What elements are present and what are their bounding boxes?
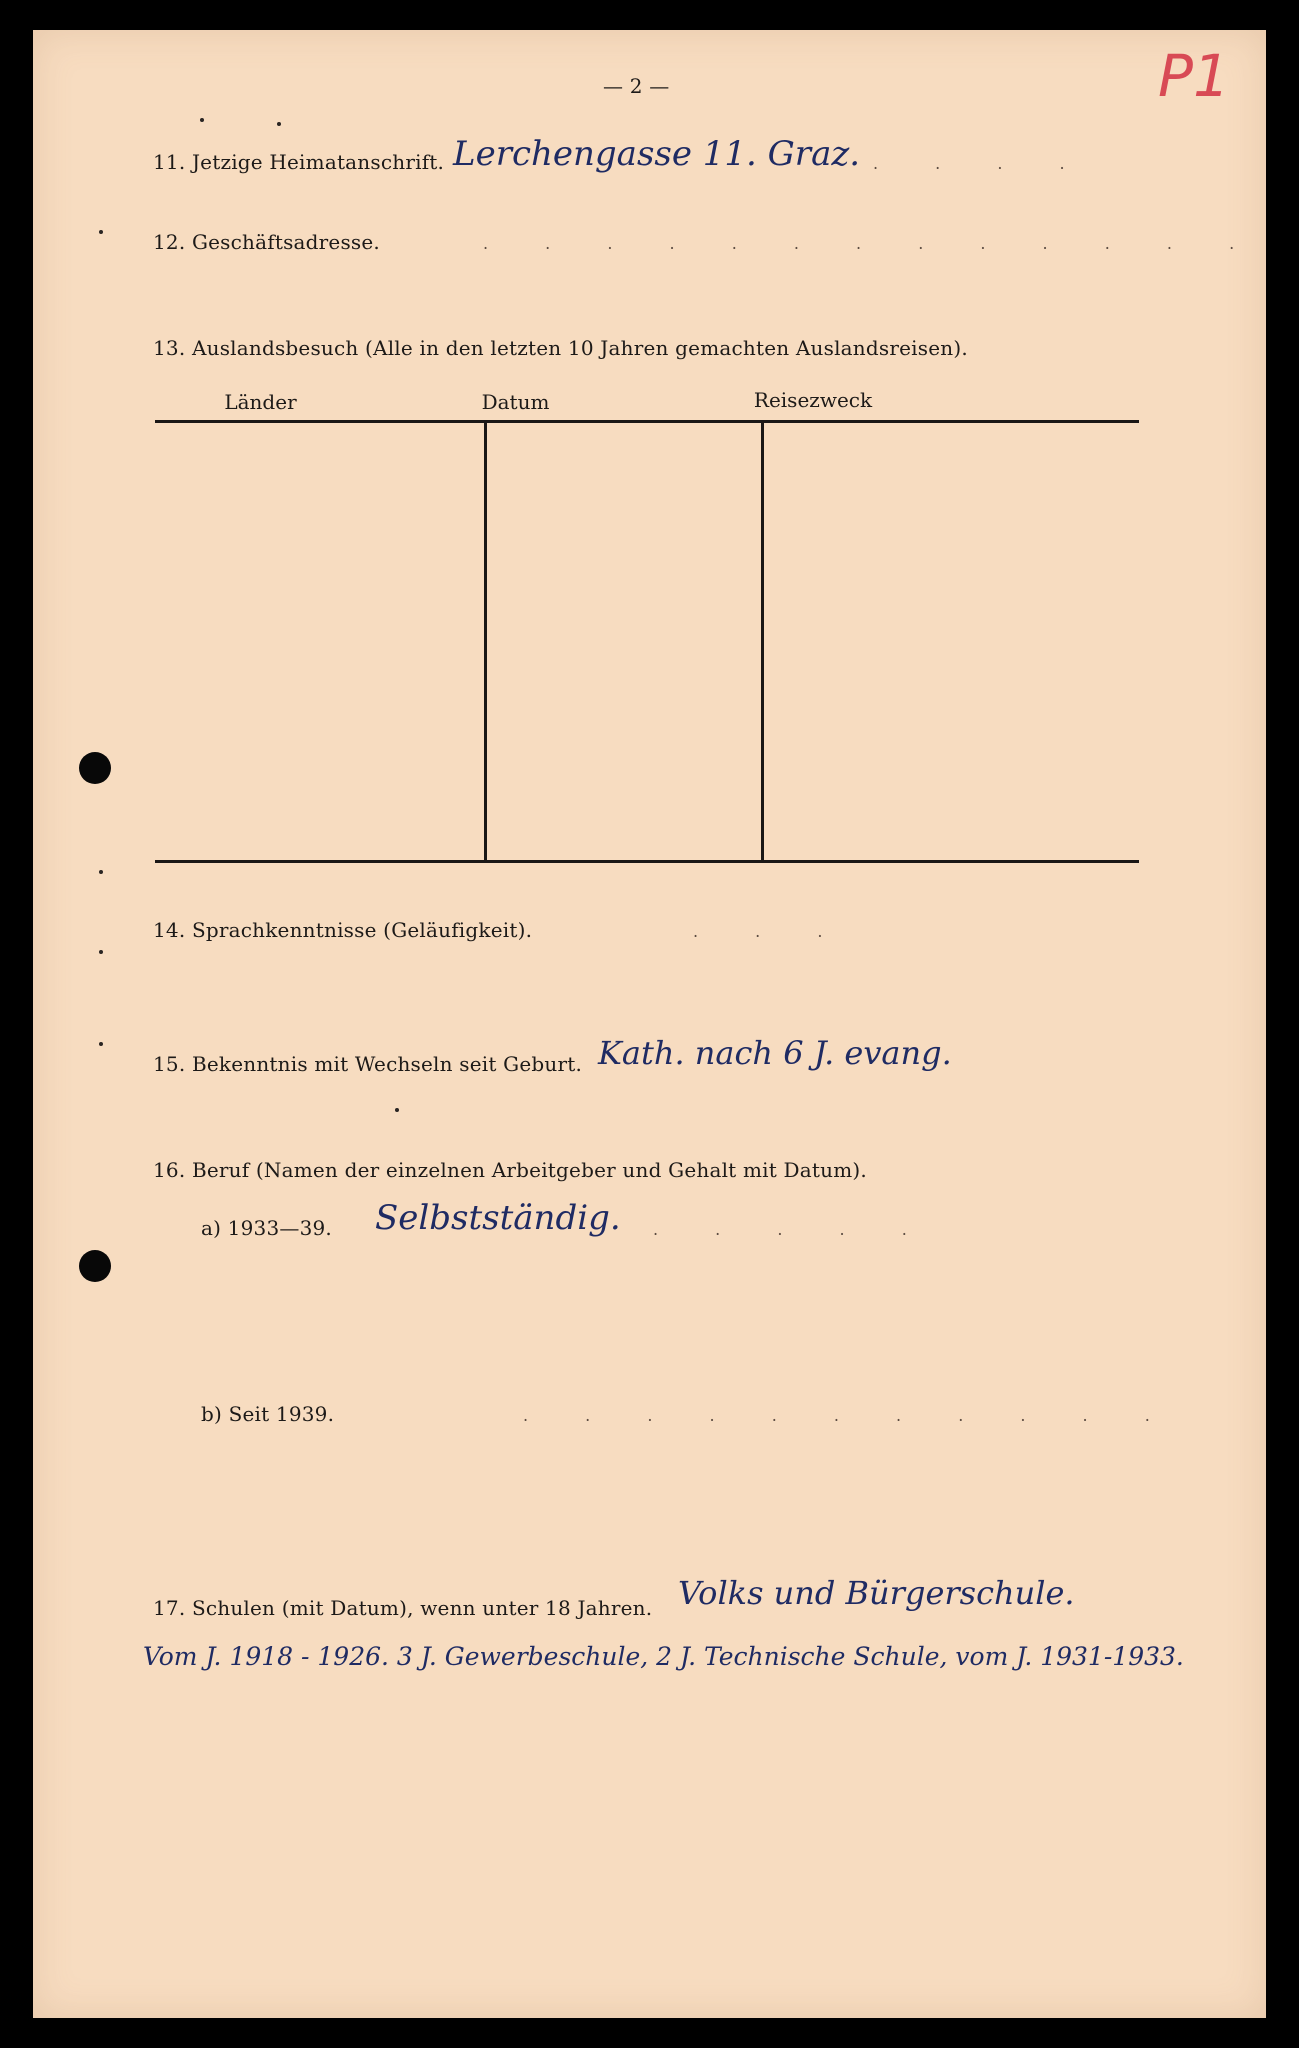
document-page <box>33 30 1266 2018</box>
punch-hole <box>79 1250 111 1282</box>
paper-speck <box>395 1108 399 1112</box>
dotted-leader: . . . . <box>873 154 1091 173</box>
table-header-laender: Länder <box>224 390 297 414</box>
field-16-label: 16. Beruf (Namen der einzelnen Arbeitgeber und Gehalt mit Datum). <box>153 1158 867 1182</box>
page-number: — 2 — <box>603 74 670 98</box>
field-11-label: 11. Jetzige Heimatanschrift. <box>153 150 445 174</box>
dotted-leader: . . . . . . . . . . . . . <box>483 234 1261 253</box>
table-header-reisezweck: Reisezweck <box>753 388 873 412</box>
table-bottom-rule <box>155 860 1139 863</box>
field-16a-label: a) 1933—39. <box>201 1216 332 1240</box>
paper-speck <box>99 1042 103 1046</box>
paper-speck <box>277 122 281 126</box>
field-17-label: 17. Schulen (mit Datum), wenn unter 18 Jahren. <box>153 1596 653 1620</box>
field-15-value: Kath. nach 6 J. evang. <box>598 1034 952 1072</box>
corner-annotation: P1 <box>1158 42 1230 110</box>
table-column-divider <box>761 423 764 863</box>
table-top-rule <box>155 420 1139 423</box>
paper-speck <box>99 870 103 874</box>
table-column-divider <box>484 423 487 863</box>
field-16a-value: Selbstständig. <box>375 1198 621 1238</box>
field-13-label: 13. Auslandsbesuch (Alle in den letzten 10 Jahren gemachten Auslandsreisen). <box>153 336 968 360</box>
punch-hole <box>79 752 111 784</box>
field-16b-label: b) Seit 1939. <box>201 1402 335 1426</box>
field-17-value-line1: Volks und Bürgerschule. <box>678 1574 1075 1612</box>
field-15-label: 15. Bekenntnis mit Wechseln seit Geburt. <box>153 1052 583 1076</box>
paper-speck <box>200 118 204 122</box>
table-header-datum: Datum <box>481 390 550 414</box>
paper-speck <box>99 950 103 954</box>
dotted-leader: . . . . . . . . . . . <box>523 1406 1176 1425</box>
dotted-leader: . . . . . <box>653 1220 933 1239</box>
field-12-label: 12. Geschäftsadresse. <box>153 230 380 254</box>
field-17-value-line2: Vom J. 1918 - 1926. 3 J. Gewerbeschule, 2 J. Technische Schule, vom J. 1931-1933. <box>143 1642 1184 1671</box>
field-11-value: Lerchengasse 11. Graz. <box>453 134 861 174</box>
dotted-leader: . . . <box>693 922 849 941</box>
paper-speck <box>99 230 103 234</box>
field-14-label: 14. Sprachkenntnisse (Geläufigkeit). <box>153 918 533 942</box>
